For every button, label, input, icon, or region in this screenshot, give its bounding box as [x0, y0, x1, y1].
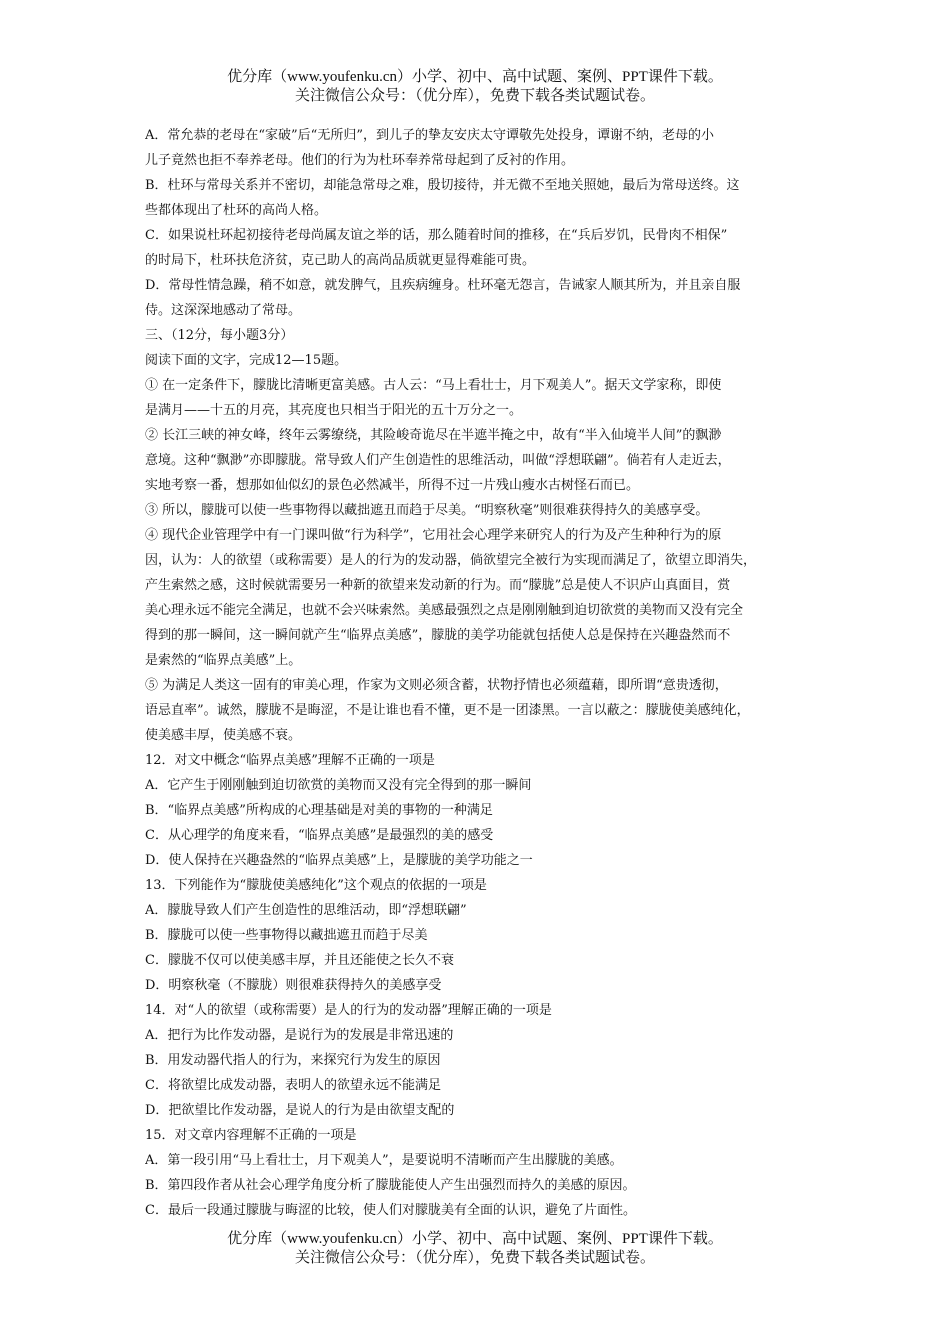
text-line: B．“临界点美感”所构成的心理基础是对美的事物的一种满足: [145, 803, 493, 818]
page-header: [0, 68, 950, 106]
text-line: A．它产生于刚刚触到迫切欲赏的美物而又没有完全得到的那一瞬间: [145, 778, 532, 793]
text-line: C．最后一段通过朦胧与晦涩的比较，使人们对朦胧美有全面的认识，避免了片面性。: [145, 1203, 636, 1218]
text-line: 13．下列能作为“朦胧使美感纯化”这个观点的依据的一项是: [145, 878, 487, 893]
header-line-1: 优分库（www.youfenku.cn）小学、初中、高中试题、案例、PPT课件下载。: [227, 69, 723, 85]
text-line: C．如果说杜环起初接待老母尚属友谊之举的话，那么随着时间的推移，在“兵后岁饥，民骨肉不相保”: [145, 228, 728, 243]
text-line: 是索然的“临界点美感”上。: [145, 653, 302, 668]
text-line: 的时局下，杜环扶危济贫，克己助人的高尚品质就更显得难能可贵。: [145, 253, 536, 268]
text-line: B．用发动器代指人的行为，来探究行为发生的原因: [145, 1053, 441, 1068]
text-line: D．明察秋毫（不朦胧）则很难获得持久的美感享受: [145, 978, 442, 993]
text-line: 实地考察一番，想那如仙似幻的景色必然减半，所得不过一片残山瘦水古树怪石而已。: [145, 478, 640, 493]
text-line: C．从心理学的角度来看，“临界点美感”是最强烈的美的感受: [145, 828, 494, 843]
text-line: 产生索然之感，这时候就需要另一种新的欲望来发动新的行为。而“朦胧”总是使人不识庐山真面目，赏: [145, 578, 731, 593]
text-line: 语忌直率”。诚然，朦胧不是晦涩，不是让谁也看不懂，更不是一团漆黑。一言以蔽之：朦胧使美感纯化，: [145, 703, 750, 718]
text-line: 意境。这种“飘渺”亦即朦胧。常导致人们产生创造性的思维活动，叫做“浮想联翩”。倘若有人走近去，: [145, 453, 731, 468]
text-line: ① 在一定条件下，朦胧比清晰更富美感。古人云：“马上看壮士，月下观美人”。据天文学家称，即使: [145, 378, 722, 393]
text-line: ③ 所以，朦胧可以使一些事物得以藏拙遮丑而趋于尽美。“明察秋毫”则很难获得持久的美感享受。: [145, 503, 709, 518]
text-line: 14．对“人的欲望（或称需要）是人的行为的发动器”理解正确的一项是: [145, 1003, 552, 1018]
text-line: 侍。这深深地感动了常母。: [145, 303, 302, 318]
footer-line-2: 关注微信公众号：（优分库），免费下载各类试题试卷。: [294, 1250, 655, 1266]
text-line: 阅读下面的文字，完成12—15题。: [145, 353, 348, 368]
text-line: C．将欲望比成发动器，表明人的欲望永远不能满足: [145, 1078, 441, 1093]
text-line: 是满月——十五的月亮，其亮度也只相当于阳光的五十万分之一。: [145, 403, 523, 418]
text-line: B．朦胧可以使一些事物得以藏拙遮丑而趋于尽美: [145, 928, 428, 943]
header-line-2: 关注微信公众号：（优分库），免费下载各类试题试卷。: [294, 88, 655, 104]
footer-line-1: 优分库（www.youfenku.cn）小学、初中、高中试题、案例、PPT课件下载。: [227, 1231, 723, 1247]
text-line: A．把行为比作发动器，是说行为的发展是非常迅速的: [145, 1028, 454, 1043]
text-line: 15．对文章内容理解不正确的一项是: [145, 1128, 357, 1143]
text-line: ④ 现代企业管理学中有一门课叫做“行为科学”，它用社会心理学来研究人的行为及产生种种行为的原: [145, 528, 722, 543]
text-line: 美心理永远不能完全满足，也就不会兴味索然。美感最强烈之点是刚刚触到迫切欲赏的美物而又没有完全: [145, 603, 744, 618]
text-line: B．第四段作者从社会心理学角度分析了朦胧能使人产生出强烈而持久的美感的原因。: [145, 1178, 636, 1193]
text-line: 使美感丰厚，使美感不衰。: [145, 728, 302, 743]
text-line: D．把欲望比作发动器，是说人的行为是由欲望支配的: [145, 1103, 455, 1118]
text-line: 三、（12分，每小题3分）: [145, 328, 294, 343]
text-line: A．常允恭的老母在“家破”后“无所归”，到儿子的挚友安庆太守谭敬先处投身，谭谢不纳，老母的小: [145, 128, 714, 143]
text-line: ② 长江三峡的神女峰，终年云雾缭绕，其险峻奇诡尽在半遮半掩之中，故有“半入仙境半人间”的飘渺: [145, 428, 722, 443]
text-line: D．常母性情急躁，稍不如意，就发脾气，且疾病缠身。杜环毫无怨言，告诫家人顺其所为，并且亲自服: [145, 278, 741, 293]
text-line: 12．对文中概念“临界点美感”理解不正确的一项是: [145, 753, 435, 768]
text-line: A．第一段引用“马上看壮士，月下观美人”，是要说明不清晰而产生出朦胧的美感。: [145, 1153, 623, 1168]
page-footer: [0, 1230, 950, 1268]
text-line: 儿子竟然也拒不奉养老母。他们的行为为杜环奉养常母起到了反衬的作用。: [145, 153, 575, 168]
text-line: D．使人保持在兴趣盎然的“临界点美感”上，是朦胧的美学功能之一: [145, 853, 533, 868]
text-line: A．朦胧导致人们产生创造性的思维活动，即“浮想联翩”: [145, 903, 467, 918]
text-line: 些都体现出了杜环的高尚人格。: [145, 203, 328, 218]
document-body: [145, 123, 817, 1223]
text-line: B．杜环与常母关系并不密切，却能急常母之难，殷切接待，并无微不至地关照她，最后为常母送终。这: [145, 178, 740, 193]
text-line: 得到的那一瞬间，这一瞬间就产生“临界点美感”，朦胧的美学功能就包括使人总是保持在兴趣盎然而不: [145, 628, 731, 643]
text-line: ⑤ 为满足人类这一固有的审美心理，作家为文则必须含蓄，状物抒情也必须蕴藉，即所谓“意贵透彻，: [145, 678, 728, 693]
text-line: C．朦胧不仅可以使美感丰厚，并且还能使之长久不衰: [145, 953, 454, 968]
text-line: 因，认为：人的欲望（或称需要）是人的行为的发动器，倘欲望完全被行为实现而满足了，欲望立即消失，: [145, 553, 757, 568]
